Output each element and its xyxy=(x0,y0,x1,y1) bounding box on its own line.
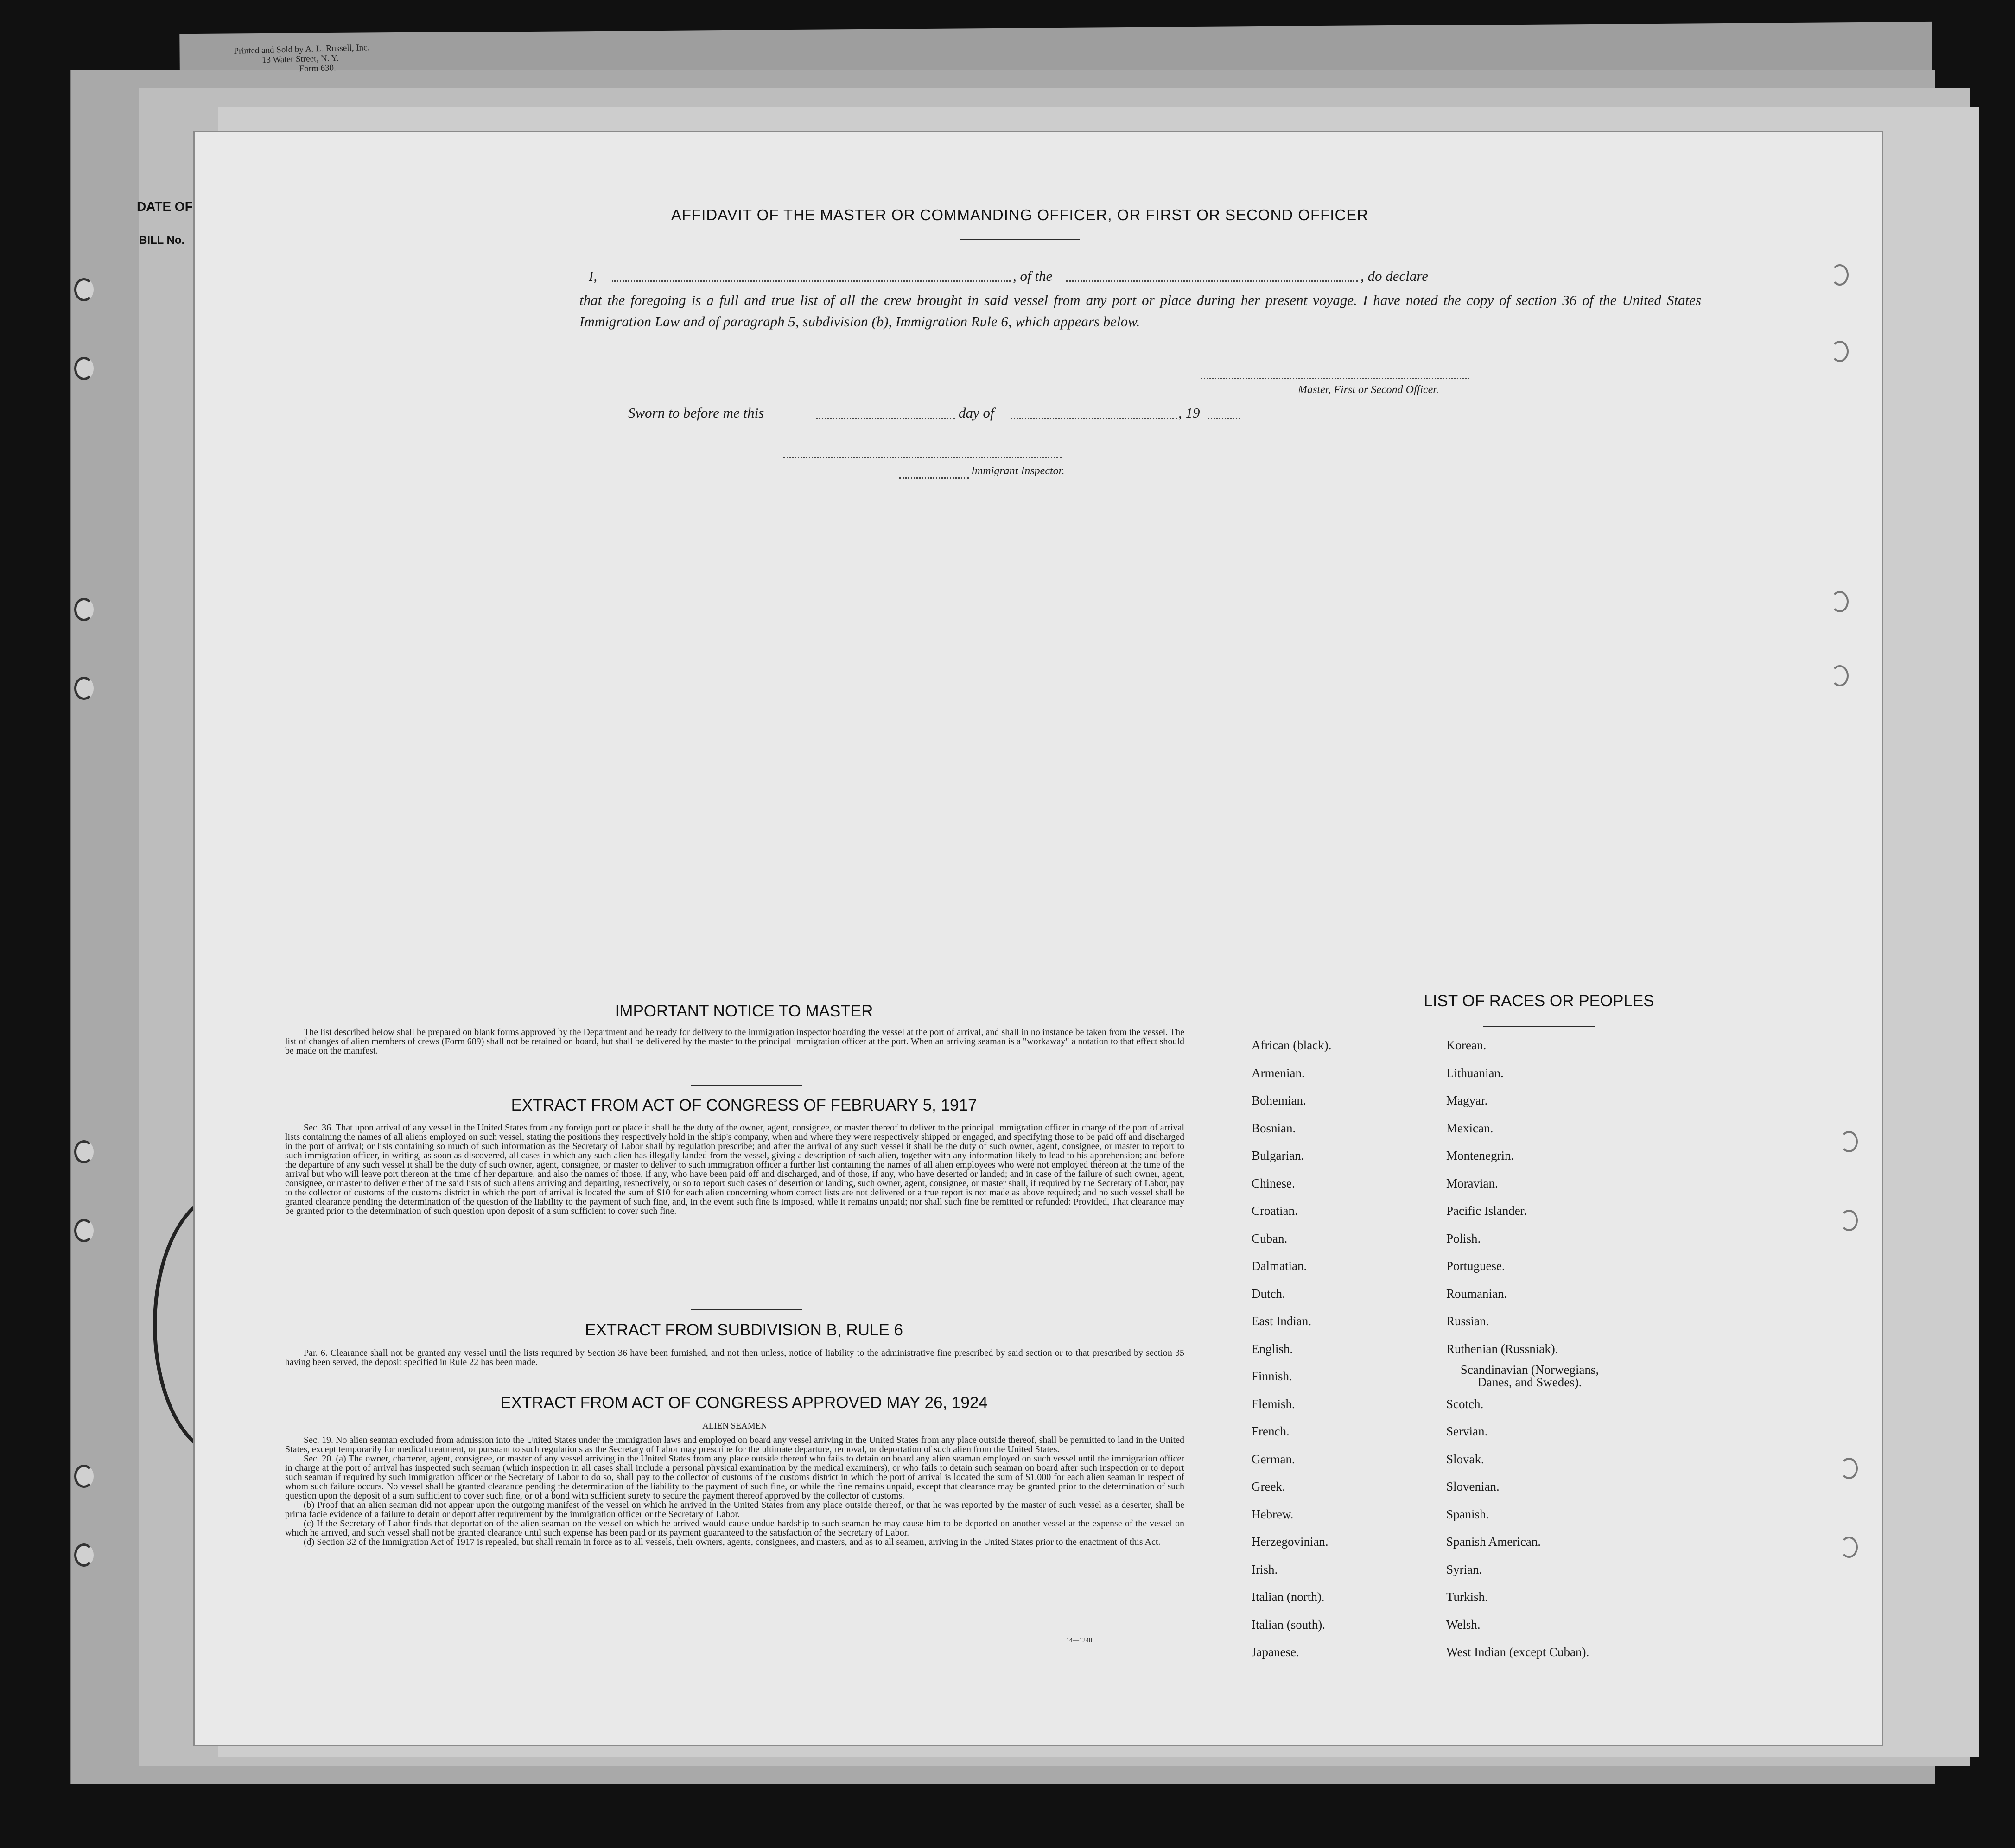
race-item: Turkish. xyxy=(1446,1590,1488,1604)
race-item: Slovenian. xyxy=(1446,1480,1500,1493)
race-item: French. xyxy=(1252,1424,1290,1438)
extract-1924-paragraph: Sec. 19. No alien seaman excluded from admission into the United States under the immigration laws and employed on board any vessel arriving in the United States from any place outside thereof, shall be permitted to land in the United States, except temporarily for medical treatment, or pursuant to such regulations as the Secretary of Labor may prescribe for the ultimate departure, removal, or deportation of such alien from the United States. xyxy=(285,1435,1184,1454)
race-item: Roumanian. xyxy=(1446,1286,1507,1301)
race-item: Finnish. xyxy=(1252,1369,1292,1383)
affidavit-page xyxy=(195,132,1882,1745)
master-signature-caption: Master, First or Second Officer. xyxy=(1298,384,1439,396)
race-item: African (black). xyxy=(1252,1038,1332,1052)
punch-hole xyxy=(1840,1210,1858,1231)
race-item: Dalmatian. xyxy=(1252,1259,1307,1273)
extract-rule6-text xyxy=(285,1348,1184,1367)
race-item: Slovak. xyxy=(1446,1452,1484,1466)
race-item: Polish. xyxy=(1446,1231,1481,1245)
extract-1924-paragraph: (c) If the Secretary of Labor finds that deportation of the alien seaman on the vessel on which he arrived would cause undue hardship to such seaman he may cause him to be deported on another vessel at the expense of the vessel on which he arrived, and such vessel shall not be granted clearance until such expense has been paid or its payment guaranteed to the satisfaction of the Secretary of Labor. xyxy=(285,1518,1184,1538)
race-item: Greek. xyxy=(1252,1480,1285,1493)
race-item: Scotch. xyxy=(1446,1397,1484,1411)
race-item: Dutch. xyxy=(1252,1286,1285,1301)
punch-hole xyxy=(74,278,94,301)
year-prefix: , 19 xyxy=(1178,405,1200,421)
form-number: 14—1240 xyxy=(1066,1637,1092,1644)
divider xyxy=(691,1309,802,1310)
master-signature-line[interactable] xyxy=(1201,378,1469,379)
divider xyxy=(691,1085,802,1086)
notice-text xyxy=(285,1028,1184,1055)
punch-hole xyxy=(74,1219,94,1242)
race-item: Scandinavian (Norwegians, Danes, and Swedes). xyxy=(1460,1363,1599,1389)
race-item: Hebrew. xyxy=(1252,1507,1294,1521)
extract-1917-paragraph: Sec. 36. That upon arrival of any vessel in the United States from any foreign port or place it shall be the duty of the owner, agent, consignee, or master thereof to deliver to the principal immigration officer in charge of the port of arrival lists containing the names of all aliens employed on such vessel, stating the positions they respectively hold in the ship's company, when and where they were respectively shipped or engaged, and specifying those to be paid off and discharged in the port of arrival; or lists containing so much of such information as the Secretary of Labor shall by regulation prescribe; and after the arrival of any such vessel it shall be the duty of such owner, agent, consignee, or master to report to such immigration officer, in writing, as soon as discovered, all cases in which any such alien has illegally landed from the vessel, giving a description of such alien, together with any information likely to lead to his apprehension; and before the departure of any such vessel it shall be the duty of such owner, agent, consignee, or master to deliver to such immigration officer a further list containing the names of all alien employees who were not employed thereon at the time of the arrival but who will leave port thereon at the time of her departure, and also the names of those, if any, who have been paid off and discharged, and of those, if any, who have deserted or landed; and in case of the failure of such owner, agent, consignee, or master to deliver either of the said lists of such aliens arriving and departing, respectively, or so to report such cases of desertion or landing, such owner, agent, consignee, or master shall, if required by the Secretary of Labor, pay to the collector of customs of the customs district in which the port of arrival is located the sum of $10 for each alien concerning whom correct lists are not delivered or a true report is not made as above required; and no such vessel shall be granted clearance pending the determination of the question of the liability to the payment of such fine, and, in the event such fine is imposed, while it remains unpaid; nor shall such fine be remitted or refunded: Provided, That clearance may be granted prior to the determination of such question upon deposit of a sum sufficient to cover such fine. xyxy=(285,1123,1184,1216)
of-the-label: , of the xyxy=(1013,268,1053,284)
race-item: Flemish. xyxy=(1252,1397,1295,1411)
punch-hole xyxy=(1831,341,1849,362)
inspector-caption: Immigrant Inspector. xyxy=(971,465,1065,477)
race-item: Montenegrin. xyxy=(1446,1149,1514,1162)
race-item: Moravian. xyxy=(1446,1176,1498,1190)
race-item: Korean. xyxy=(1446,1038,1487,1052)
race-item: Bosnian. xyxy=(1252,1121,1296,1135)
race-item: Croatian. xyxy=(1252,1204,1298,1218)
do-declare-label: , do declare xyxy=(1360,268,1429,284)
day-of-label: day of xyxy=(959,405,994,421)
sworn-day-blank[interactable] xyxy=(816,418,955,419)
race-item: Portuguese. xyxy=(1446,1259,1505,1273)
punch-hole xyxy=(1840,1537,1858,1558)
extract-rule6-paragraph: Par. 6. Clearance shall not be granted any vessel until the lists required by Section 36 have been furnished, and not then unless, notice of liability to the administrative fine prescribed by said section or to that prescribed by section 35 having been served, the deposit specified in Rule 22 has been made. xyxy=(285,1348,1184,1367)
printer-line: Printed and Sold by A. L. Russell, Inc. xyxy=(234,43,370,56)
printer-line: Form 630. xyxy=(299,63,336,74)
race-item: Herzegovinian. xyxy=(1252,1535,1329,1549)
title-underline xyxy=(960,239,1080,240)
race-item: Ruthenian (Russniak). xyxy=(1446,1341,1558,1356)
race-item: Lithuanian. xyxy=(1446,1066,1504,1080)
punch-hole xyxy=(1831,264,1849,286)
affidavit-title: AFFIDAVIT OF THE MASTER OR COMMANDING OFFICER, OR FIRST OR SECOND OFFICER xyxy=(671,206,1369,223)
race-item: Bohemian. xyxy=(1252,1093,1306,1107)
notice-title: IMPORTANT NOTICE TO MASTER xyxy=(615,1002,873,1020)
race-item: Japanese. xyxy=(1252,1645,1299,1659)
declaration-text: that the foregoing is a full and true list of all the crew brought in said vessel from any port or place during her present voyage. I have noted the copy of section 36 of the United States Immigration Law and of paragraph 5, subdivision (b), Immigration Rule 6, which appears below. xyxy=(579,292,1701,330)
extract-1917-text xyxy=(285,1123,1184,1216)
extract-1924-subtitle: ALIEN SEAMEN xyxy=(702,1421,767,1431)
punch-hole xyxy=(74,1465,94,1488)
name-blank[interactable] xyxy=(612,280,1011,282)
extract-1917-title: EXTRACT FROM ACT OF CONGRESS OF FEBRUARY 5, 1917 xyxy=(511,1096,977,1114)
bill-stub-label: BILL No. xyxy=(139,234,185,247)
race-item: Mexican. xyxy=(1446,1121,1494,1135)
extract-1924-text xyxy=(285,1435,1184,1547)
extract-1924-paragraph: (d) Section 32 of the Immigration Act of 1917 is repealed, but shall remain in force as to all vessels, their owners, agents, consignees, and masters, and as to all seamen, arriving in the United States prior to the enactment of this Act. xyxy=(304,1537,1161,1547)
punch-hole xyxy=(74,1543,94,1567)
punch-hole xyxy=(74,677,94,700)
race-item: Russian. xyxy=(1446,1314,1489,1328)
sworn-year-blank[interactable] xyxy=(1208,418,1240,419)
race-item: Chinese. xyxy=(1252,1176,1295,1190)
races-title: LIST OF RACES OR PEOPLES xyxy=(1424,992,1654,1010)
date-stub-label: DATE OF xyxy=(137,199,193,214)
race-item: Spanish American. xyxy=(1446,1535,1541,1549)
notice-paragraph: The list described below shall be prepared on blank forms approved by the Department and be ready for delivery to the immigration inspector boarding the vessel at the port of arrival, and shall in no instance be taken from the vessel. The list of changes of alien members of crews (Form 689) shall not be retained on board, but shall be delivered by the master to the principal immigration officer at the port. When an arriving seaman is a "workaway" a notation to that effect should be made on the manifest. xyxy=(285,1027,1184,1056)
i-label: I, xyxy=(589,268,598,284)
punch-hole xyxy=(1840,1458,1858,1479)
race-item: Magyar. xyxy=(1446,1093,1488,1107)
punch-hole xyxy=(74,598,94,621)
sworn-prefix: Sworn to before me this xyxy=(628,405,764,421)
printer-line: 13 Water Street, N. Y. xyxy=(261,53,339,65)
race-item: Pacific Islander. xyxy=(1446,1204,1527,1218)
punch-hole xyxy=(74,1140,94,1163)
extract-1924-paragraph: Sec. 20. (a) The owner, charterer, agent, consignee, or master of any vessel arriving in the United States from any place outside thereof who fails to detain on board any alien seaman employed on such vessel until the immigration officer in charge at the port of arrival has inspected such seaman (which inspection in all cases shall include a personal physical examination by the medical examiners), or who fails to detain such seaman on board after such inspection or to deport such seaman if required by such immigration officer or the Secretary of Labor to do so, shall pay to the collector of customs of the customs district in which the port of arrival is located the sum of $1,000 for each alien seaman in respect of whom such failure occurs. No vessel shall be granted clearance pending the determination of the liability to the payment of such fine, or while the fine remains unpaid, except that clearance may be granted prior to the determination of such question upon the deposit of a sum sufficient to cover such fine, or of a bond with sufficient surety to secure the payment thereof approved by the collector of customs. xyxy=(285,1454,1184,1501)
race-item: Italian (south). xyxy=(1252,1617,1325,1632)
race-item: German. xyxy=(1252,1452,1295,1466)
race-item: English. xyxy=(1252,1341,1293,1356)
race-item: Bulgarian. xyxy=(1252,1149,1304,1162)
printer-imprint xyxy=(234,43,370,76)
race-item: Spanish. xyxy=(1446,1507,1489,1521)
extract-rule6-title: EXTRACT FROM SUBDIVISION B, RULE 6 xyxy=(585,1321,903,1339)
race-item: Welsh. xyxy=(1446,1617,1481,1632)
race-item: Armenian. xyxy=(1252,1066,1305,1080)
race-item: Syrian. xyxy=(1446,1562,1482,1576)
inspector-signature-line[interactable] xyxy=(783,457,1062,458)
extract-1924-paragraph: (b) Proof that an alien seaman did not appear upon the outgoing manifest of the vessel on which he arrived in the United States from any place outside thereof, or that he was reported by the master of such vessel as a deserter, shall be prima facie evidence of a failure to detain or deport after requirement by the immigration officer or the Secretary of Labor. xyxy=(285,1500,1184,1519)
vessel-blank[interactable] xyxy=(1066,280,1358,282)
race-item: Irish. xyxy=(1252,1562,1278,1576)
race-item: Italian (north). xyxy=(1252,1590,1325,1604)
divider xyxy=(1483,1026,1595,1027)
inspector-signature-line xyxy=(899,477,969,479)
punch-hole xyxy=(1831,591,1849,612)
punch-hole xyxy=(74,357,94,380)
sworn-month-blank[interactable] xyxy=(1011,418,1177,419)
race-item: Cuban. xyxy=(1252,1231,1288,1245)
race-item: East Indian. xyxy=(1252,1314,1311,1328)
punch-hole xyxy=(1831,665,1849,686)
punch-hole xyxy=(1840,1131,1858,1152)
race-item: West Indian (except Cuban). xyxy=(1446,1645,1589,1659)
extract-1924-title: EXTRACT FROM ACT OF CONGRESS APPROVED MAY 26, 1924 xyxy=(500,1394,988,1412)
race-item: Servian. xyxy=(1446,1424,1488,1438)
